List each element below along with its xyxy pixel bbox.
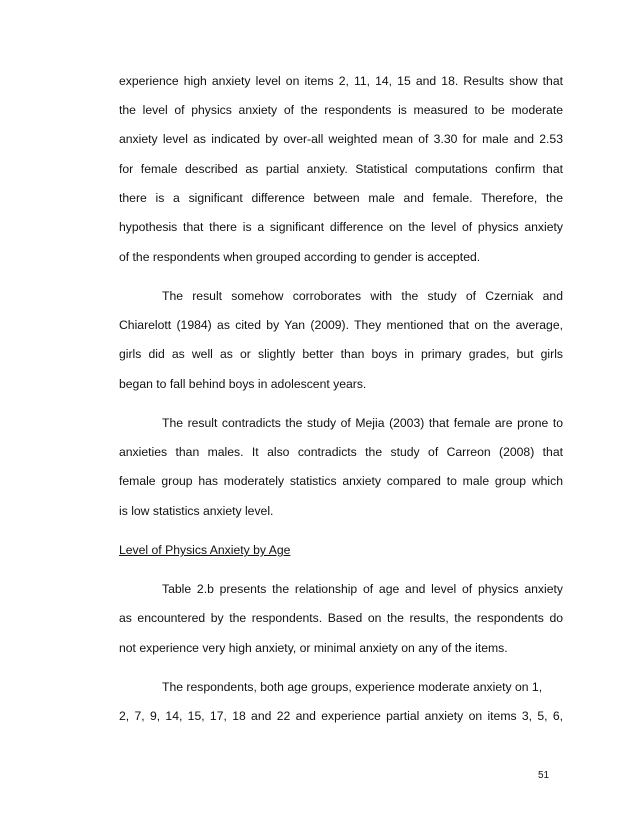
text-line: The result contradicts the study of Mejia (2003) that female are prone to bbox=[162, 416, 563, 430]
text-line: Table 2.b presents the relationship of age and level of physics anxiety bbox=[162, 582, 563, 596]
text-line: is low statistics anxiety level. bbox=[119, 504, 274, 518]
text-line: girls did as well as or slightly better than boys in primary grades, but girls bbox=[119, 347, 563, 361]
text-line: Chiarelott (1984) as cited by Yan (2009). They mentioned that on the average, bbox=[119, 318, 563, 332]
text-line: 2, 7, 9, 14, 15, 17, 18 and 22 and experience partial anxiety on items 3, 5, 6, bbox=[119, 709, 563, 723]
text-line: The respondents, both age groups, experience moderate anxiety on 1, bbox=[162, 680, 543, 694]
text-line: there is a significant difference between male and female. Therefore, the bbox=[119, 191, 563, 205]
text-line: experience high anxiety level on items 2, 11, 14, 15 and 18. Results show that bbox=[119, 74, 563, 88]
text-line: anxiety level as indicated by over-all weighted mean of 3.30 for male and 2.53 bbox=[119, 132, 563, 146]
text-line: for female described as partial anxiety. Statistical computations confirm that bbox=[119, 162, 563, 176]
text-line: anxieties than males. It also contradicts the study of Carreon (2008) that bbox=[119, 445, 563, 459]
text-line: hypothesis that there is a significant difference on the level of physics anxiety bbox=[119, 220, 563, 234]
text-line: began to fall behind boys in adolescent years. bbox=[119, 377, 367, 391]
section-heading: Level of Physics Anxiety by Age bbox=[119, 543, 291, 557]
text-line: not experience very high anxiety, or minimal anxiety on any of the items. bbox=[119, 641, 508, 655]
text-line: The result somehow corroborates with the study of Czerniak and bbox=[162, 289, 563, 303]
text-line: of the respondents when grouped according to gender is accepted. bbox=[119, 250, 481, 264]
page-number: 51 bbox=[538, 770, 550, 781]
text-line: female group has moderately statistics anxiety compared to male group which bbox=[119, 474, 563, 488]
text-line: the level of physics anxiety of the respondents is measured to be moderate bbox=[119, 103, 563, 117]
text-line: as encountered by the respondents. Based on the results, the respondents do bbox=[119, 611, 563, 625]
